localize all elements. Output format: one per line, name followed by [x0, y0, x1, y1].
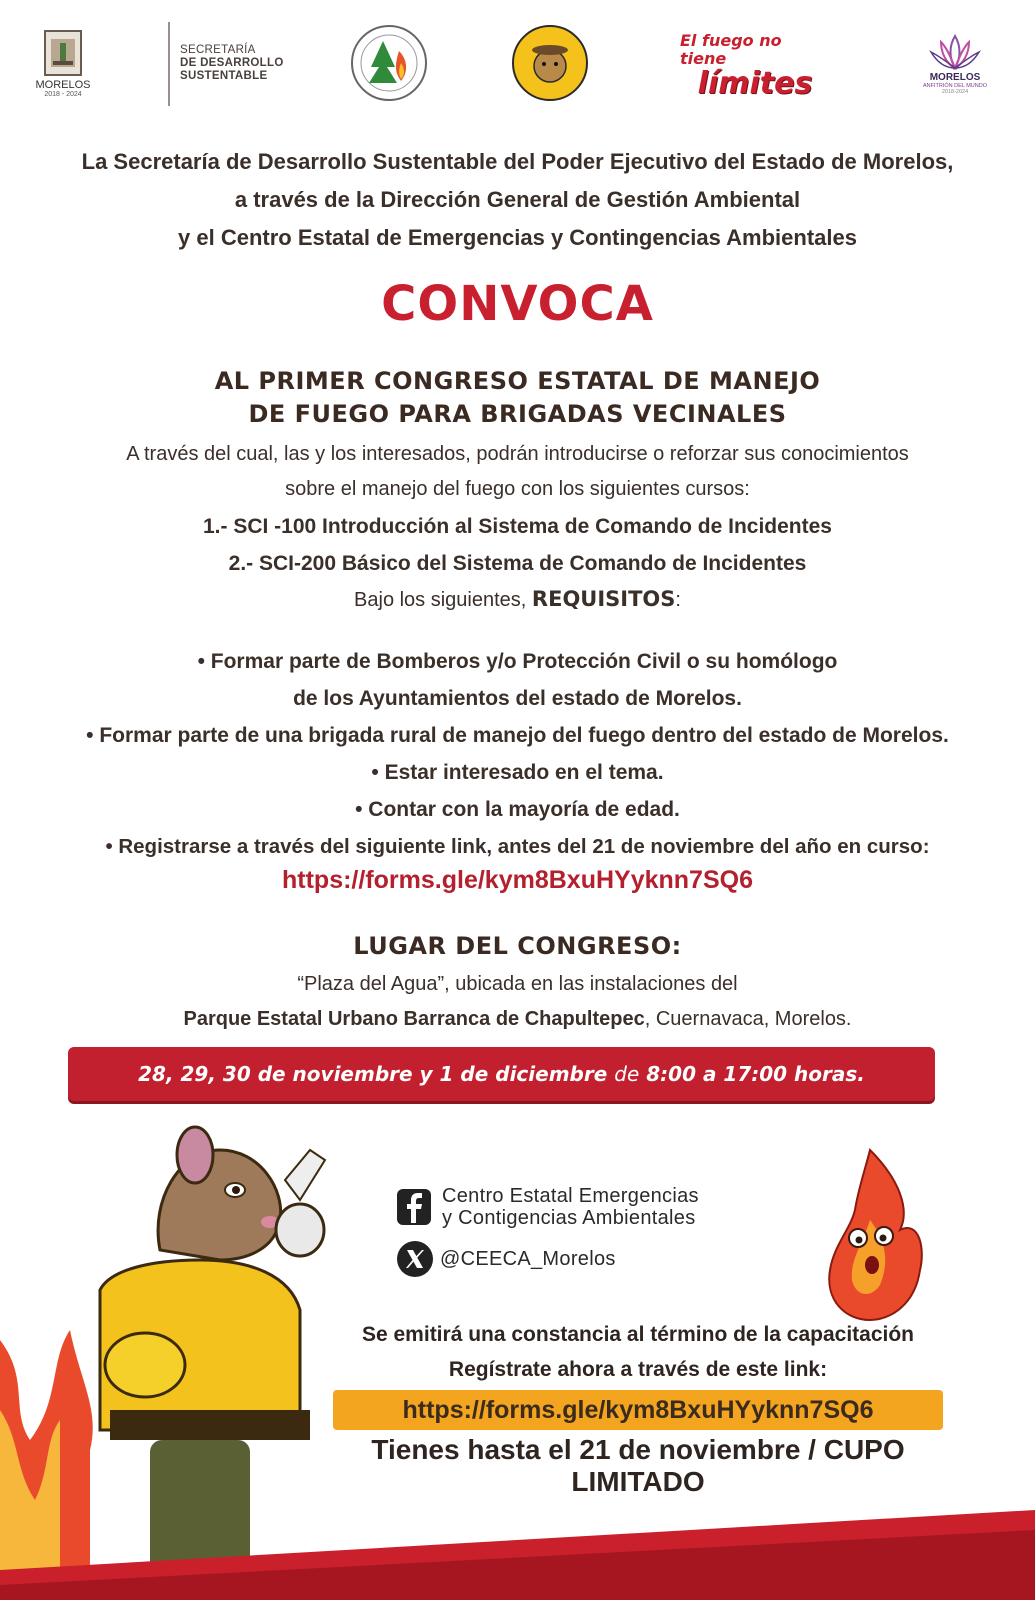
register-link-wrap — [0, 866, 1035, 895]
requirement-item: • Formar parte de Bomberos y/o Protección Civil o su homólogo — [197, 650, 838, 673]
secretaria-line3: SUSTENTABLE — [180, 70, 268, 82]
date-days: 28, 29, 30 de noviembre y 1 de diciembre — [138, 1062, 608, 1086]
constancia-text: Se emitirá una constancia al término de la capacitación — [361, 1323, 915, 1346]
fuego-line1: El fuego no tiene — [680, 31, 782, 68]
requirement-item: • Contar con la mayoría de edad. — [355, 798, 680, 821]
facebook-row[interactable] — [396, 1185, 699, 1229]
intro-line3: y el Centro Estatal de Emergencias y Contingencias Ambientales — [178, 225, 857, 250]
fuego-line2: límites — [697, 66, 813, 101]
morelos-years: 2018 - 2024 — [44, 90, 82, 98]
secretaria-line1: SECRETARÍA — [180, 44, 256, 56]
courses-list — [0, 508, 1035, 582]
header-divider — [168, 22, 170, 106]
secretaria-line2: DE DESARROLLO — [180, 57, 284, 69]
convoca-title: CONVOCA — [381, 276, 654, 332]
venue-park-name: Parque Estatal Urbano Barranca de Chapultepec — [183, 1008, 645, 1030]
deadline-text: Tienes hasta el 21 de noviembre / CUPO LIMITADO — [371, 1434, 905, 1497]
zacatuche-badge-icon — [511, 24, 589, 102]
fuego-no-tiene-limites-logo — [680, 18, 830, 108]
fire-mascot — [829, 1150, 922, 1320]
requisitos-intro — [0, 582, 1035, 618]
course-2: 2.- SCI-200 Básico del Sistema de Comando de Incidentes — [228, 552, 807, 575]
shield-icon — [43, 29, 83, 79]
intro-block — [0, 143, 1035, 257]
requirement-item: • Formar parte de una brigada rural de manejo del fuego dentro del estado de Morelos. — [86, 724, 949, 747]
requirement-item: • Estar interesado en el tema. — [371, 761, 664, 784]
morelos-shield-logo — [28, 18, 98, 108]
zacatuches-logo — [508, 18, 592, 108]
x-row[interactable] — [396, 1240, 616, 1278]
congress-title — [0, 365, 1035, 431]
requirement-item: de los Ayuntamientos del estado de Morelos. — [293, 687, 742, 710]
anfitrion-label: MORELOS — [929, 71, 981, 83]
x-twitter-icon — [396, 1240, 434, 1278]
register-link[interactable]: https://forms.gle/kym8BxuHYyknn7SQ6 — [282, 866, 753, 894]
footer-link[interactable]: https://forms.gle/kym8BxuHYyknn7SQ6 — [402, 1395, 874, 1424]
facebook-page-name — [442, 1185, 699, 1229]
date-hours: 8:00 a 17:00 horas. — [646, 1062, 865, 1086]
morelos-label: MORELOS — [35, 78, 91, 91]
req-prefix: Bajo los siguientes, — [354, 589, 527, 611]
x-handle: @CEECA_Morelos — [440, 1248, 616, 1270]
desc-line1: A través del cual, las y los interesados, podrán introducirse o reforzar sus conocimientos — [126, 443, 909, 465]
congress-title-line2: DE FUEGO PARA BRIGADAS VECINALES — [248, 400, 787, 428]
requirements-list — [0, 643, 1035, 865]
lotus-flower-icon — [927, 32, 983, 72]
facebook-line2: y Contigencias Ambientales — [442, 1207, 696, 1229]
venue-details — [0, 967, 1035, 1037]
programa-manejo-fuego-logo — [346, 18, 432, 108]
requirement-item: • Registrarse a través del siguiente link, antes del 21 de noviembre del año en curso: — [105, 835, 930, 858]
venue-city: , Cuernavaca, Morelos. — [644, 1008, 852, 1030]
morelos-anfitrion-logo — [918, 18, 992, 108]
anfitrion-years: 2018-2024 — [941, 88, 969, 95]
venue-line2 — [0, 1002, 1035, 1037]
venue-heading: LUGAR DEL CONGRESO: — [353, 932, 682, 960]
congress-description — [0, 437, 1035, 507]
req-word: REQUISITOS — [531, 587, 676, 611]
anfitrion-sub: ANFITRIÓN DEL MUNDO — [923, 82, 987, 89]
req-suffix: : — [675, 589, 681, 611]
certificate-notice — [333, 1317, 943, 1387]
congress-title-line1: AL PRIMER CONGRESO ESTATAL DE MANEJO — [214, 367, 821, 395]
footer-link-bar[interactable] — [333, 1390, 943, 1430]
intro-line2: a través de la Dirección General de Gestión Ambiental — [234, 187, 801, 212]
date-banner — [68, 1047, 935, 1101]
secretaria-logo-text — [180, 44, 284, 83]
course-1: 1.- SCI -100 Introducción al Sistema de Comando de Incidentes — [203, 515, 832, 538]
tree-flame-seal-icon — [349, 23, 429, 103]
venue-line1: “Plaza del Agua”, ubicada en las instalaciones del — [297, 973, 738, 995]
facebook-line1: Centro Estatal Emergencias — [442, 1185, 699, 1207]
facebook-icon — [396, 1187, 432, 1227]
desc-line2: sobre el manejo del fuego con los siguientes cursos: — [285, 478, 750, 500]
intro-line1: La Secretaría de Desarrollo Sustentable del Poder Ejecutivo del Estado de Morelos, — [81, 149, 954, 174]
rat-mascot — [100, 1127, 325, 1600]
registrate-text: Regístrate ahora a través de este link: — [448, 1358, 828, 1381]
date-de: de — [614, 1062, 640, 1086]
